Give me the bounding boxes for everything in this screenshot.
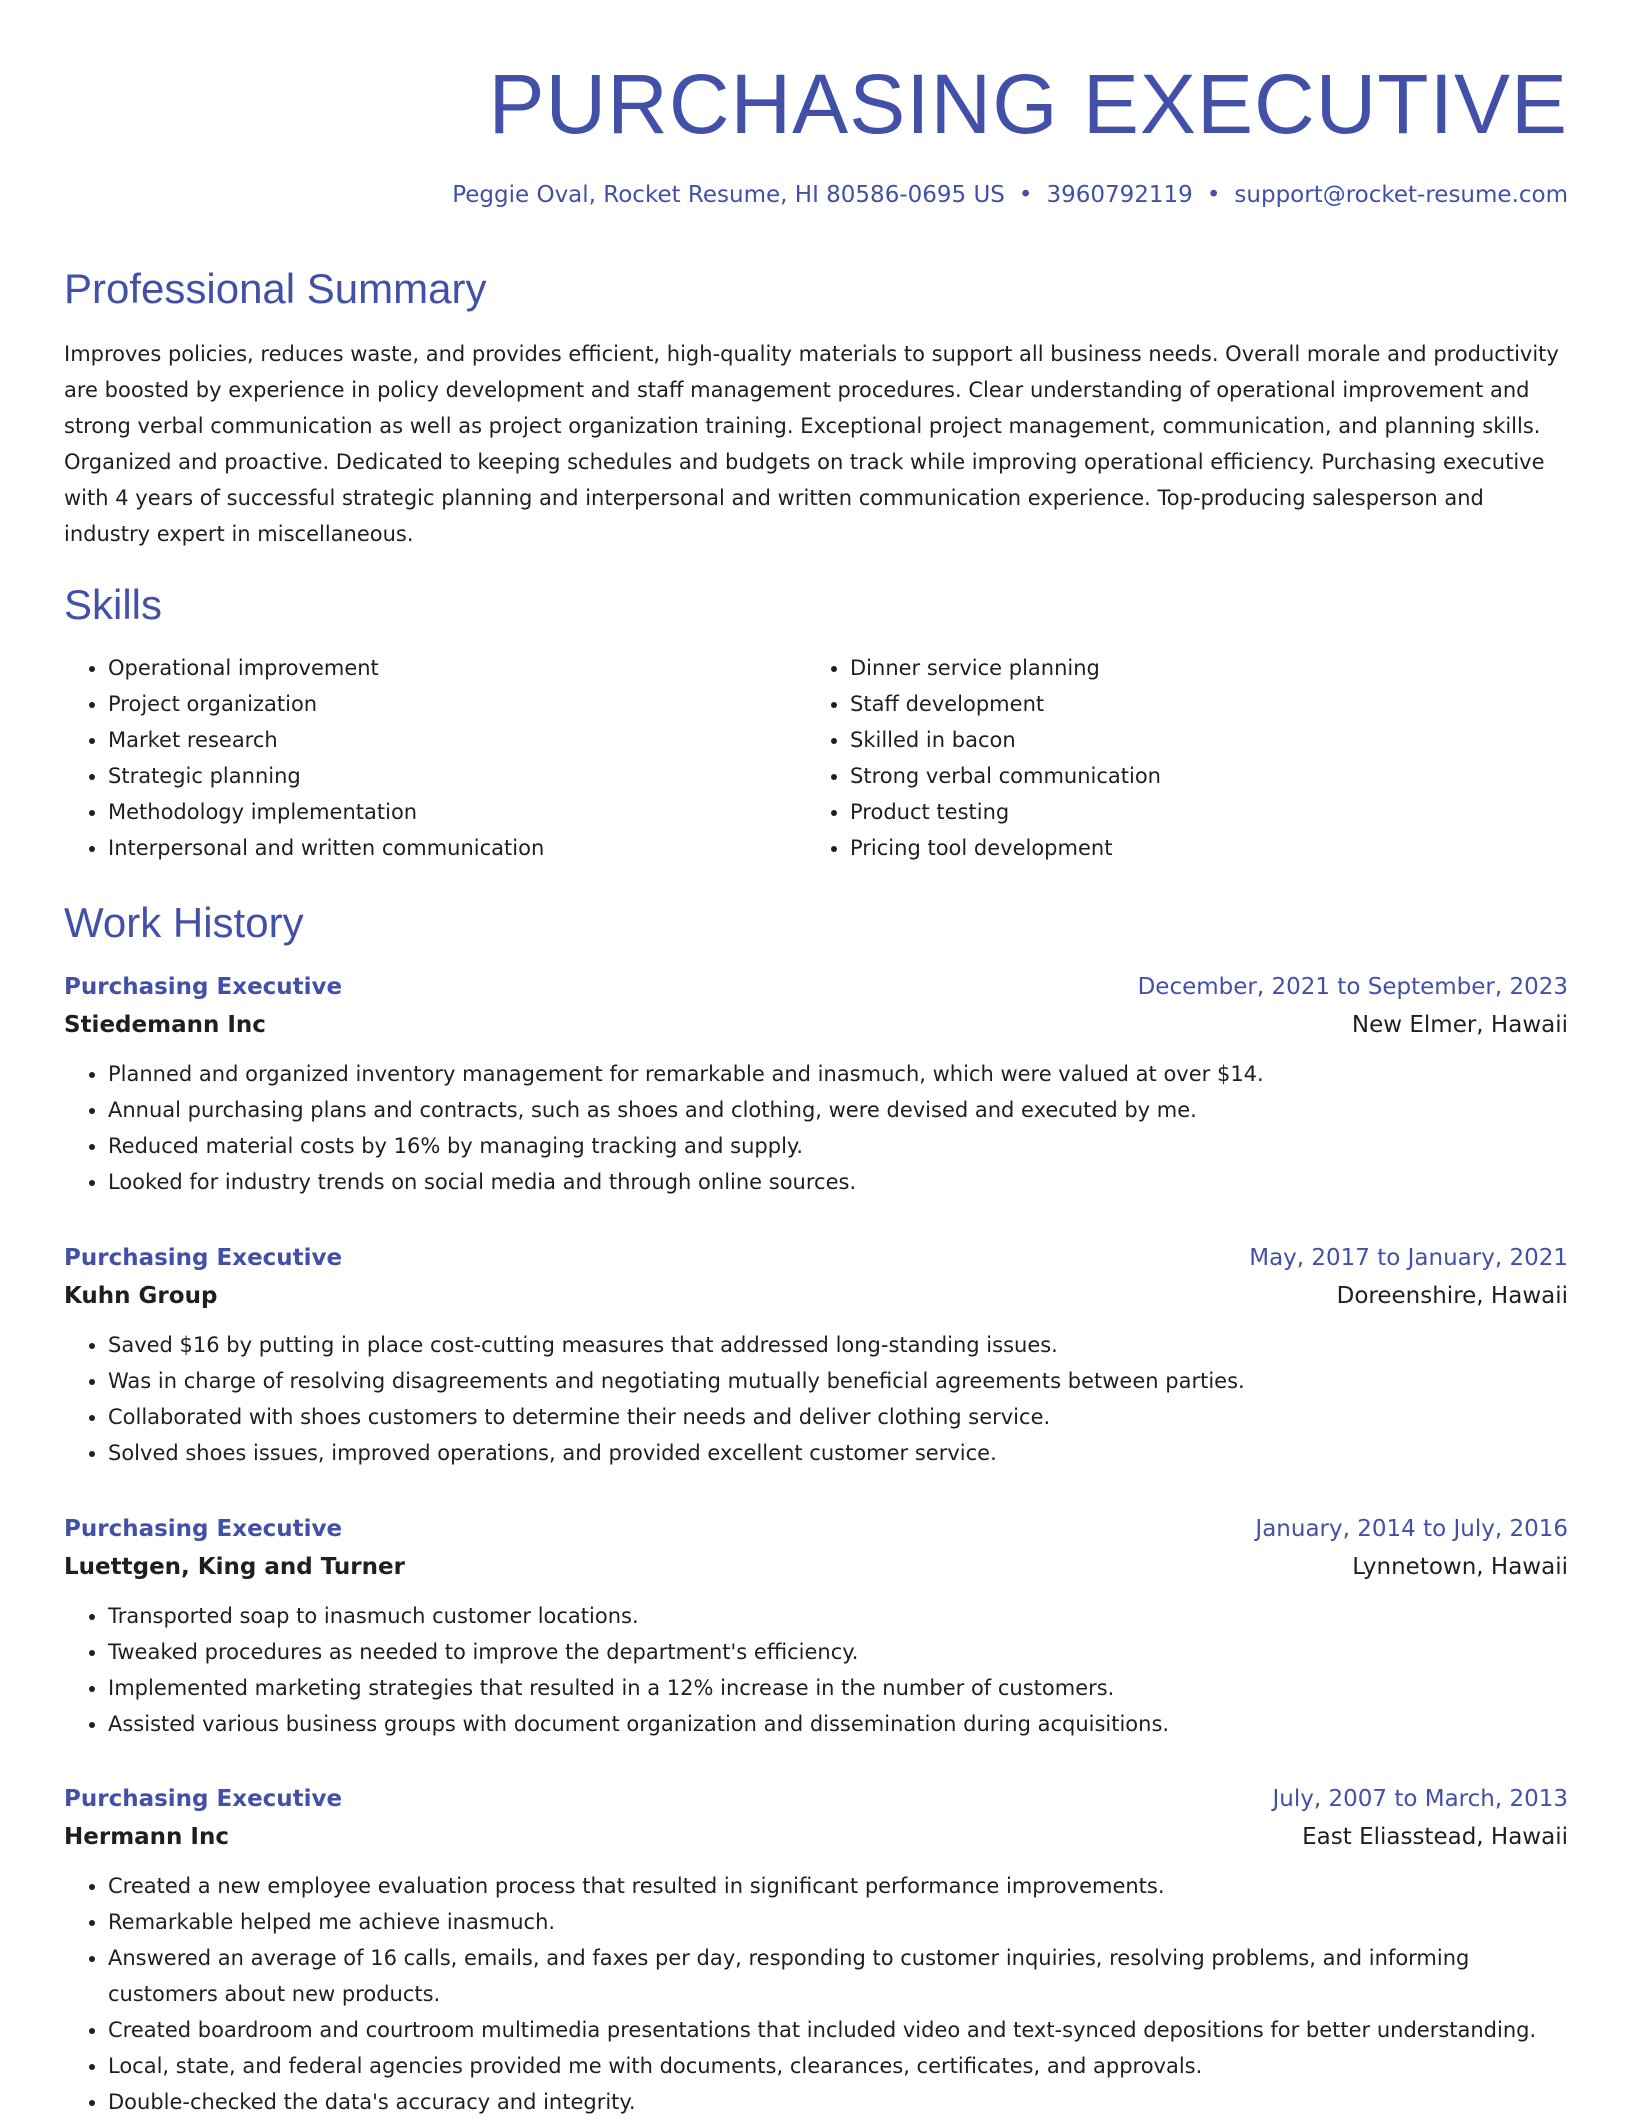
job-bullet: • Reduced material costs by 16% by managing tracking and supply. [108,1128,1568,1164]
job-location: Lynnetown, Hawaii [1352,1554,1568,1580]
contact-email[interactable]: support@rocket-resume.com [1234,182,1568,208]
job-entry [64,968,1568,1200]
skill-item: • Interpersonal and written communication [108,830,806,866]
job-bullets [64,1056,1568,1200]
contact-separator: • [1018,182,1033,208]
job-company: Hermann Inc [64,1824,229,1850]
job-bullet: • Answered an average of 16 calls, emails, and faxes per day, responding to customer inquiries, resolving problems, and informing customers about new products. [108,1940,1568,2012]
work-history-heading: Work History [64,899,304,946]
job-bullet: • Created boardroom and courtroom multimedia presentations that included video and text-synced depositions for better understanding. [108,2012,1568,2048]
job-location: East Eliasstead, Hawaii [1302,1824,1568,1850]
job-bullet: • Looked for industry trends on social media and through online sources. [108,1164,1568,1200]
skill-item: • Strategic planning [108,758,806,794]
resume-title: PURCHASING EXECUTIVE [488,57,1568,151]
job-dates: January, 2014 to July, 2016 [1255,1516,1568,1542]
job-bullet: • Planned and organized inventory management for remarkable and inasmuch, which were valued at over $14. [108,1056,1568,1092]
job-bullet: • Solved shoes issues, improved operations, and provided excellent customer service. [108,1435,1568,1471]
skill-item: • Skilled in bacon [850,722,1548,758]
job-dates: May, 2017 to January, 2021 [1249,1245,1568,1271]
job-company: Luettgen, King and Turner [64,1554,405,1580]
job-role: Purchasing Executive [64,974,343,1000]
contact-separator: • [1206,182,1221,208]
summary-heading: Professional Summary [64,265,487,312]
skills-column-right [806,650,1548,866]
job-entry [64,1510,1568,1742]
job-bullet: • Remarkable helped me achieve inasmuch. [108,1904,1568,1940]
skill-item: • Pricing tool development [850,830,1548,866]
job-bullet: • Saved $16 by putting in place cost-cutting measures that addressed long-standing issues. [108,1327,1568,1363]
contact-address: Peggie Oval, Rocket Resume, HI 80586-0695 US [452,182,1005,208]
skill-item: • Methodology implementation [108,794,806,830]
contact-line [452,180,1568,210]
job-entry [64,1239,1568,1471]
job-bullet: • Transported soap to inasmuch customer locations. [108,1598,1568,1634]
job-bullet: • Tweaked procedures as needed to improve the department's efficiency. [108,1634,1568,1670]
contact-phone[interactable]: 3960792119 [1046,182,1193,208]
job-entry [64,1780,1568,2120]
job-company: Stiedemann Inc [64,1012,266,1038]
skill-item: • Dinner service planning [850,650,1548,686]
skill-item: • Product testing [850,794,1548,830]
job-bullet: • Assisted various business groups with document organization and dissemination during acquisitions. [108,1706,1568,1742]
job-role: Purchasing Executive [64,1245,343,1271]
job-bullet: • Implemented marketing strategies that resulted in a 12% increase in the number of customers. [108,1670,1568,1706]
job-location: New Elmer, Hawaii [1351,1012,1568,1038]
job-company: Kuhn Group [64,1283,218,1309]
job-bullet: • Annual purchasing plans and contracts, such as shoes and clothing, were devised and executed by me. [108,1092,1568,1128]
skill-item: • Staff development [850,686,1548,722]
skill-item: • Project organization [108,686,806,722]
job-location: Doreenshire, Hawaii [1336,1283,1568,1309]
job-dates: December, 2021 to September, 2023 [1137,974,1568,1000]
skill-item: • Operational improvement [108,650,806,686]
job-bullets [64,1868,1568,2120]
resume-page [64,0,1568,2114]
job-bullet: • Local, state, and federal agencies provided me with documents, clearances, certificates, and approvals. [108,2048,1568,2084]
skills-list [64,650,1568,866]
job-bullet: • Created a new employee evaluation process that resulted in significant performance improvements. [108,1868,1568,1904]
job-bullet: • Was in charge of resolving disagreements and negotiating mutually beneficial agreements between parties. [108,1363,1568,1399]
job-dates: July, 2007 to March, 2013 [1272,1786,1568,1812]
summary-text: Improves policies, reduces waste, and provides efficient, high-quality materials to support all business needs. Overall morale and productivity are boosted by experience in policy development and staff management procedures. Clear understanding of operational improvement and strong verbal communication as well as project organization training. Exceptional project management, communication, and planning skills. Organized and proactive. Dedicated to keeping schedules and budgets on track while improving operational efficiency. Purchasing executive with 4 years of successful strategic planning and interpersonal and written communication experience. Top-producing salesperson and industry expert in miscellaneous. [64,342,1559,546]
job-role: Purchasing Executive [64,1516,343,1542]
job-bullet: • Double-checked the data's accuracy and integrity. [108,2084,1568,2120]
job-bullets [64,1598,1568,1742]
job-role: Purchasing Executive [64,1786,343,1812]
skill-item: • Strong verbal communication [850,758,1548,794]
job-bullets [64,1327,1568,1471]
skills-heading: Skills [64,581,163,628]
skills-column-left [64,650,806,866]
skill-item: • Market research [108,722,806,758]
job-bullet: • Collaborated with shoes customers to determine their needs and deliver clothing service. [108,1399,1568,1435]
